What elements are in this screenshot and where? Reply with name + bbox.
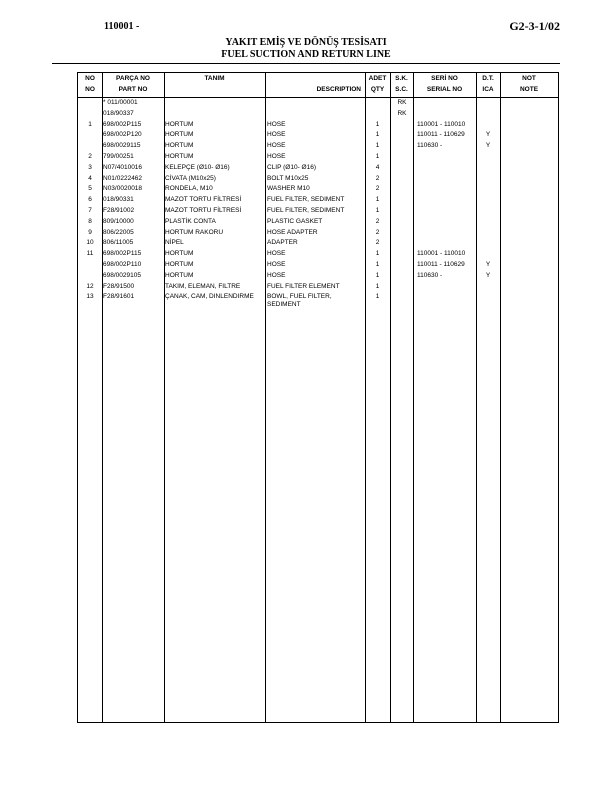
col-header-qty-en: QTY bbox=[370, 86, 385, 93]
item-number-cell: 2 bbox=[88, 152, 92, 160]
part-number-cell: 018/90337 bbox=[103, 109, 134, 117]
table-row bbox=[78, 261, 558, 272]
part-number-cell: 698/002P110 bbox=[103, 260, 142, 268]
col-header-serial-en: SERIAL NO bbox=[426, 86, 463, 93]
description-cell: HOSE bbox=[267, 131, 286, 139]
title-turkish: YAKIT EMİŞ VE DÖNÜŞ TESİSATI bbox=[225, 37, 387, 48]
part-number-cell: * 011/00001 bbox=[103, 99, 138, 106]
col-header-qty-tr: ADET bbox=[368, 75, 387, 82]
col-header-sk-en: S.C. bbox=[395, 86, 408, 93]
title-english: FUEL SUCTION AND RETURN LINE bbox=[221, 49, 391, 60]
description-cell: PLASTIC GASKET bbox=[267, 217, 323, 225]
part-number-cell: F28/91002 bbox=[103, 206, 135, 214]
serial-range-cell: 110001 - 110010 bbox=[417, 120, 466, 128]
description-cell: BOLT M10x25 bbox=[267, 174, 309, 182]
name-turkish-cell: PLASTİK CONTA bbox=[165, 217, 216, 225]
name-turkish-cell: MAZOT TORTU FİLTRESİ bbox=[165, 196, 242, 204]
quantity-cell: 1 bbox=[375, 152, 380, 160]
quantity-cell: 1 bbox=[375, 282, 380, 290]
col-header-dt-en: ICA bbox=[482, 86, 494, 93]
part-number-cell: 806/11005 bbox=[103, 239, 134, 247]
quantity-cell: 1 bbox=[375, 250, 380, 258]
table-row bbox=[78, 99, 558, 110]
part-number-cell: 698/0029105 bbox=[103, 271, 141, 279]
name-turkish-cell: KELEPÇE (Ø10- Ø16) bbox=[165, 163, 230, 171]
table-row bbox=[78, 250, 558, 261]
name-turkish-cell: HORTUM bbox=[165, 152, 194, 160]
quantity-cell: 1 bbox=[375, 293, 380, 301]
table-row bbox=[78, 229, 558, 240]
quantity-cell: 1 bbox=[375, 196, 380, 204]
table-row bbox=[78, 196, 558, 207]
item-number-cell: 6 bbox=[88, 196, 92, 204]
header-divider bbox=[78, 97, 558, 98]
table-row bbox=[78, 185, 558, 196]
quantity-cell: 2 bbox=[375, 185, 380, 193]
table-row bbox=[78, 121, 558, 132]
col-header-part-en: PART NO bbox=[118, 86, 148, 93]
quantity-cell: 1 bbox=[375, 271, 380, 279]
description-cell: HOSE bbox=[267, 152, 286, 160]
item-number-cell: 9 bbox=[88, 228, 92, 236]
serial-range-cell: 110001 - 110010 bbox=[417, 250, 466, 258]
sc-code-cell: RK bbox=[397, 109, 407, 117]
quantity-cell: 1 bbox=[375, 120, 380, 128]
quantity-cell: 2 bbox=[375, 174, 380, 182]
quantity-cell: 1 bbox=[375, 206, 380, 214]
part-number-cell: F28/91500 bbox=[103, 282, 135, 290]
name-turkish-cell: CİVATA (M10x25) bbox=[165, 174, 216, 182]
description-cell: HOSE bbox=[267, 250, 286, 258]
col-header-no-en: NO bbox=[85, 86, 95, 93]
part-number-cell: N07/4010016 bbox=[103, 163, 143, 171]
item-number-cell: 12 bbox=[86, 282, 94, 290]
table-row bbox=[78, 293, 558, 311]
name-turkish-cell: HORTUM bbox=[165, 131, 194, 139]
name-turkish-cell: RONDELA, M10 bbox=[165, 185, 213, 193]
item-number-cell: 11 bbox=[86, 250, 94, 258]
quantity-cell: 4 bbox=[375, 163, 380, 171]
name-turkish-cell: HORTUM bbox=[165, 120, 194, 128]
description-cell: HOSE bbox=[267, 260, 286, 268]
name-turkish-cell: NİPEL bbox=[165, 239, 184, 247]
item-number-cell: 1 bbox=[88, 120, 92, 128]
name-turkish-cell: HORTUM bbox=[165, 260, 194, 268]
item-number-cell: 5 bbox=[88, 185, 92, 193]
table-row bbox=[78, 175, 558, 186]
table-row bbox=[78, 239, 558, 250]
name-turkish-cell: HORTUM bbox=[165, 271, 194, 279]
ica-flag-cell: Y bbox=[485, 131, 491, 139]
part-number-cell: N03/0020018 bbox=[103, 185, 143, 193]
quantity-cell: 2 bbox=[375, 228, 380, 236]
name-turkish-cell: HORTUM bbox=[165, 142, 194, 150]
part-number-cell: 698/002P115 bbox=[103, 250, 142, 258]
table-row bbox=[78, 218, 558, 229]
col-header-dt-tr: D.T. bbox=[482, 75, 494, 82]
serial-range-cell: 110011 - 110629 bbox=[417, 260, 465, 268]
table-row bbox=[78, 131, 558, 142]
name-turkish-cell: TAKIM, ELEMAN, FILTRE bbox=[165, 282, 241, 290]
description-cell: CLIP (Ø10- Ø16) bbox=[267, 163, 317, 171]
part-number-cell: 698/0029115 bbox=[103, 142, 141, 150]
sc-code-cell: RK bbox=[397, 99, 407, 106]
part-number-cell: N01/0222462 bbox=[103, 174, 143, 182]
table-row bbox=[78, 207, 558, 218]
quantity-cell: 1 bbox=[375, 260, 380, 268]
item-number-cell: 8 bbox=[88, 217, 92, 225]
description-cell: FUEL FILTER, SEDIMENT bbox=[267, 196, 345, 204]
part-number-cell: 698/002P120 bbox=[103, 131, 142, 139]
part-number-cell: F28/91601 bbox=[103, 293, 135, 301]
col-header-sk-tr: S.K. bbox=[395, 75, 408, 82]
name-turkish-cell: ÇANAK, CAM, DINLENDIRME bbox=[165, 293, 254, 301]
quantity-cell: 1 bbox=[375, 131, 380, 139]
description-cell: HOSE bbox=[267, 142, 286, 150]
part-number-cell: 799/00251 bbox=[103, 152, 134, 160]
description-cell: ADAPTER bbox=[267, 239, 298, 247]
table-row bbox=[78, 272, 558, 283]
item-number-cell: 10 bbox=[86, 239, 94, 247]
serial-range-cell: 110011 - 110629 bbox=[417, 131, 465, 139]
ica-flag-cell: Y bbox=[485, 271, 491, 279]
header-rule bbox=[52, 63, 560, 64]
col-header-description: DESCRIPTION bbox=[316, 86, 361, 93]
col-header-note-tr: NOT bbox=[522, 75, 536, 82]
quantity-cell: 2 bbox=[375, 239, 380, 247]
ica-flag-cell: Y bbox=[485, 142, 491, 150]
item-number-cell: 3 bbox=[88, 163, 92, 171]
table-row bbox=[78, 164, 558, 175]
item-number-cell: 4 bbox=[88, 174, 92, 182]
name-turkish-cell: HORTUM bbox=[165, 250, 194, 258]
description-cell: BOWL, FUEL FILTER, SEDIMENT bbox=[267, 293, 332, 309]
item-number-cell: 13 bbox=[86, 293, 94, 301]
description-cell: FUEL FILTER, SEDIMENT bbox=[267, 206, 345, 214]
description-cell: HOSE bbox=[267, 271, 286, 279]
parts-table bbox=[77, 72, 559, 723]
part-number-cell: 018/90331 bbox=[103, 196, 134, 204]
name-turkish-cell: HORTUM RAKORU bbox=[165, 228, 224, 236]
col-header-note-en: NOTE bbox=[519, 86, 539, 93]
document-range-code: 110001 - bbox=[104, 21, 140, 32]
serial-range-cell: 110630 - bbox=[417, 271, 443, 279]
table-row bbox=[78, 142, 558, 153]
part-number-cell: 806/22005 bbox=[103, 228, 134, 236]
ica-flag-cell: Y bbox=[485, 260, 491, 268]
col-header-serial-tr: SERİ NO bbox=[431, 75, 458, 82]
part-number-cell: 698/002P115 bbox=[103, 120, 142, 128]
description-cell: HOSE bbox=[267, 120, 286, 128]
table-row bbox=[78, 283, 558, 294]
quantity-cell: 2 bbox=[375, 217, 380, 225]
page-code: G2-3-1/02 bbox=[509, 19, 560, 33]
serial-range-cell: 110630 - bbox=[417, 142, 443, 150]
col-header-part-tr: PARÇA NO bbox=[116, 75, 150, 82]
col-header-no-tr: NO bbox=[85, 75, 95, 82]
part-number-cell: 809/10000 bbox=[103, 217, 134, 225]
col-header-tanim: TANIM bbox=[204, 75, 225, 82]
description-cell: WASHER M10 bbox=[267, 185, 310, 193]
table-row bbox=[78, 110, 558, 121]
table-row bbox=[78, 153, 558, 164]
quantity-cell: 1 bbox=[375, 142, 380, 150]
description-cell: HOSE ADAPTER bbox=[267, 228, 318, 236]
item-number-cell: 7 bbox=[88, 206, 92, 214]
parts-rows bbox=[78, 99, 558, 311]
name-turkish-cell: MAZOT TORTU FİLTRESİ bbox=[165, 206, 242, 214]
description-cell: FUEL FILTER ELEMENT bbox=[267, 282, 340, 290]
